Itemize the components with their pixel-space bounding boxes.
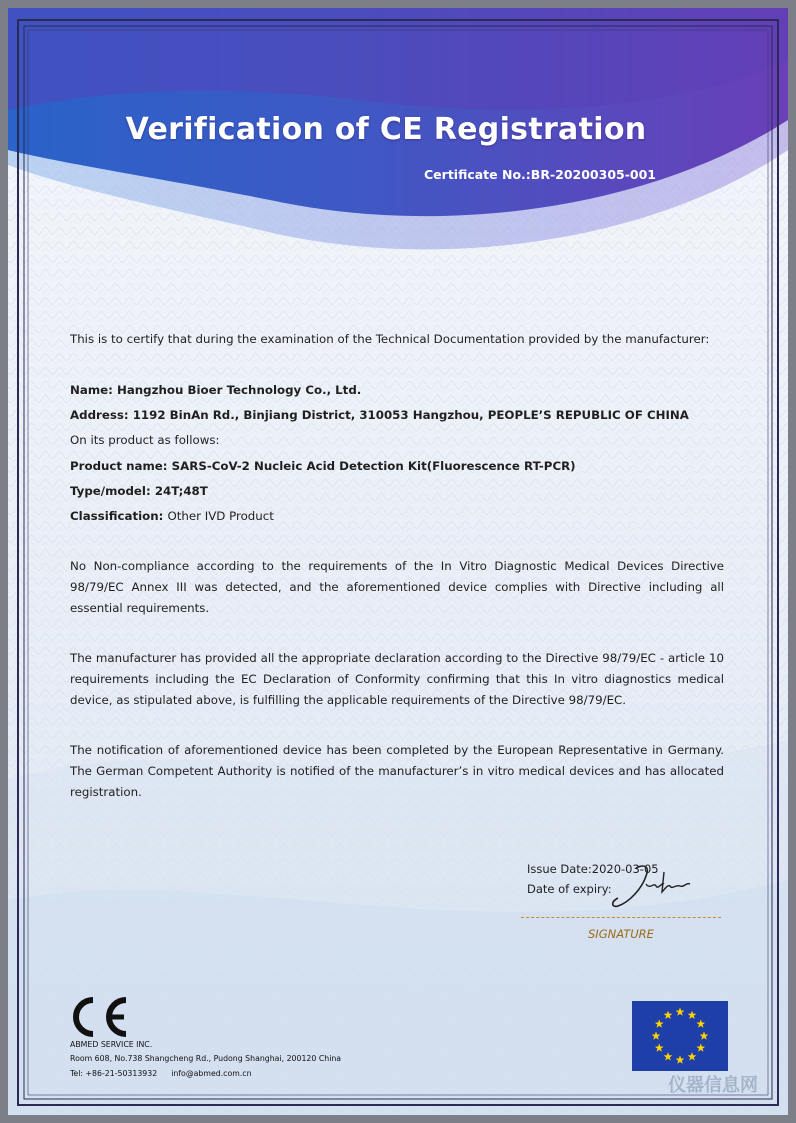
classification xyxy=(70,507,274,525)
product-value: SARS-CoV-2 Nucleic Acid Detection Kit(Fluorescence RT-PCR) xyxy=(171,459,576,473)
issuer-contact xyxy=(70,1069,252,1078)
address-value: 1192 BinAn Rd., Binjiang District, 310053 Hangzhou, PEOPLE’S REPUBLIC OF CHINA xyxy=(132,408,689,422)
product-name xyxy=(70,457,576,475)
issuer-tel: Tel: +86-21-50313932 xyxy=(70,1069,158,1078)
classification-value: Other IVD Product xyxy=(167,509,274,523)
certificate-number: Certificate No.:BR-20200305-001 xyxy=(424,167,656,182)
eu-flag-icon xyxy=(632,1001,728,1071)
address-label: Address: xyxy=(70,408,133,422)
signature-line xyxy=(521,917,721,918)
issuer-address: Room 608, No.738 Shangcheng Rd., Pudong Shanghai, 200120 China xyxy=(70,1054,342,1063)
issuer-email[interactable]: info@abmed.com.cn xyxy=(171,1069,252,1078)
paragraph-compliance: No Non-compliance according to the requirements of the In Vitro Diagnostic Medical Devices Directive 98/79/EC Annex III was detected, and the aforementioned device complies with Directive including all essential requirements. xyxy=(70,559,724,615)
product-intro: On its product as follows: xyxy=(70,433,220,447)
certificate-title: Verification of CE Registration xyxy=(125,112,647,147)
paragraph-notification: The notification of aforementioned device has been completed by the European Representative in Germany. The German Competent Authority is notified of the manufacturer’s in vitro medical devices and has allocated registration. xyxy=(70,743,724,799)
type-model xyxy=(70,482,208,500)
manufacturer-address xyxy=(70,406,689,424)
ce-mark-logo xyxy=(66,994,132,1040)
handwritten-signature xyxy=(606,862,696,912)
intro-text: This is to certify that during the examination of the Technical Documentation provided by the manufacturer: xyxy=(70,332,710,346)
issuer-company: ABMED SERVICE INC. xyxy=(70,1040,153,1049)
type-label: Type/model: xyxy=(70,484,155,498)
paragraph-declaration: The manufacturer has provided all the appropriate declaration according to the Directive 98/79/EC - article 10 requirements including the EC Declaration of Conformity confirming that this In vitro diagnostics medical device, as stipulated above, is fulfilling the applicable requirements of the Directive 98/79/EC. xyxy=(70,651,724,707)
expiry-date: Date of expiry: xyxy=(527,882,612,896)
issue-date: Issue Date:2020-03-05 xyxy=(527,862,659,876)
signature-label: SIGNATURE xyxy=(588,927,654,941)
classification-label: Classification: xyxy=(70,509,168,523)
name-label: Name: xyxy=(70,383,117,397)
watermark-text: 仪器信息网 xyxy=(668,1075,758,1096)
name-value: Hangzhou Bioer Technology Co., Ltd. xyxy=(116,383,362,397)
type-value: 24T;48T xyxy=(154,484,208,498)
product-label: Product name: xyxy=(70,459,172,473)
manufacturer-name xyxy=(70,381,361,399)
